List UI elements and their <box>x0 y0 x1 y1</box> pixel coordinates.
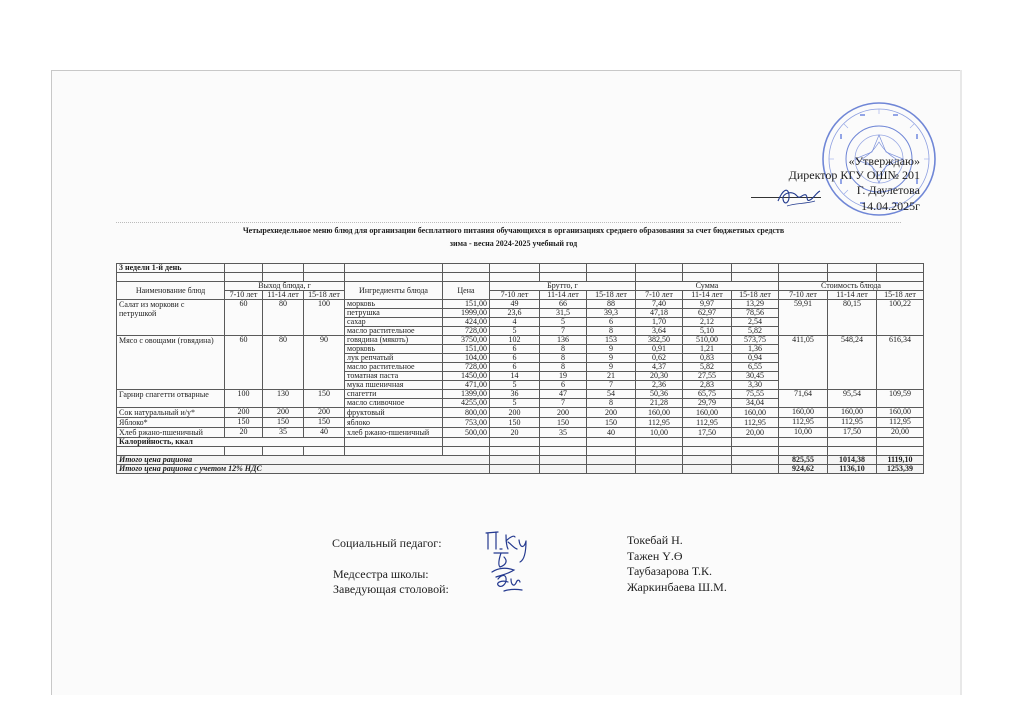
week-day-row <box>117 264 924 273</box>
ingredient-gross: 36 <box>490 390 540 399</box>
ingredient-name: говядина (мякоть) <box>345 336 443 345</box>
ingredient-gross: 6 <box>490 354 540 363</box>
empty-cell <box>779 447 828 456</box>
ingredient-sum: 2,12 <box>683 318 732 327</box>
ingredient-sum: 112,95 <box>636 418 683 428</box>
age-header: 15-18 лет <box>587 291 636 300</box>
ingredient-price: 471,00 <box>443 381 490 390</box>
ingredient-gross: 8 <box>587 399 636 408</box>
dish-name: Мясо с овощами (говядина) <box>117 336 225 390</box>
ingredient-gross: 47 <box>540 390 587 399</box>
age-header: 7-10 лет <box>225 291 263 300</box>
dish-name: Яблоко* <box>117 418 225 428</box>
age-header: 15-18 лет <box>732 291 779 300</box>
ingredient-gross: 66 <box>540 300 587 309</box>
ingredient-sum: 78,56 <box>732 309 779 318</box>
ingredient-gross: 23,6 <box>490 309 540 318</box>
ingredient-price: 424,00 <box>443 318 490 327</box>
ingredient-gross: 5 <box>490 327 540 336</box>
ingredient-name: яблоко <box>345 418 443 428</box>
ingredient-gross: 153 <box>587 336 636 345</box>
ingredient-gross: 150 <box>490 418 540 428</box>
approval-director: Директор КГУ ОШ№ 201 <box>788 168 920 182</box>
ingredient-price: 728,00 <box>443 327 490 336</box>
total-value: 1014,38 <box>828 456 877 465</box>
ingredient-price: 1450,00 <box>443 372 490 381</box>
empty-cell <box>587 465 636 474</box>
empty-cell <box>490 465 540 474</box>
menu-title <box>116 224 911 250</box>
empty-cell <box>636 447 683 456</box>
ingredient-sum: 65,75 <box>683 390 732 399</box>
blank-row <box>117 273 924 282</box>
ingredient-price: 151,00 <box>443 345 490 354</box>
empty-cell <box>490 438 540 447</box>
ingredient-sum: 6,55 <box>732 363 779 372</box>
menu-table <box>116 263 924 474</box>
ingredient-sum: 30,45 <box>732 372 779 381</box>
ingredient-sum: 573,75 <box>732 336 779 345</box>
header-output: Выход блюда, г <box>225 282 345 291</box>
nurse-label: Медсестра школы: <box>333 567 429 581</box>
ingredient-sum: 0,91 <box>636 345 683 354</box>
ingredient-sum: 29,79 <box>683 399 732 408</box>
ingredient-sum: 3,64 <box>636 327 683 336</box>
ingredient-sum: 4,37 <box>636 363 683 372</box>
page-margin <box>51 695 963 715</box>
dish-output: 200 <box>304 408 345 418</box>
total-value: 1136,10 <box>828 465 877 474</box>
approval-date: 14.04.2025г <box>861 199 920 213</box>
ingredient-sum: 1,21 <box>683 345 732 354</box>
ingredient-sum: 382,50 <box>636 336 683 345</box>
ingredient-name: масло растительное <box>345 363 443 372</box>
ingredient-sum: 112,95 <box>683 418 732 428</box>
ingredient-sum: 21,28 <box>636 399 683 408</box>
empty-cell <box>683 456 732 465</box>
staff-signatures-handwriting <box>484 527 546 599</box>
ingredient-name: хлеб ржано-пшеничный <box>345 428 443 438</box>
empty-cell <box>732 465 779 474</box>
ingredient-gross: 21 <box>587 372 636 381</box>
empty-cell <box>117 447 225 456</box>
empty-cell <box>732 438 779 447</box>
ingredient-sum: 5,10 <box>683 327 732 336</box>
social-pedagogue-name-1: Токебай Н. <box>627 533 683 547</box>
age-header: 15-18 лет <box>877 291 924 300</box>
total-row <box>117 456 924 465</box>
age-header: 11-14 лет <box>263 291 304 300</box>
dish-output: 150 <box>304 418 345 428</box>
ingredient-gross: 5 <box>490 399 540 408</box>
empty-cell <box>636 438 683 447</box>
approval-name: Г. Даулетова <box>856 183 920 197</box>
ingredient-gross: 49 <box>490 300 540 309</box>
ingredient-name: масло сливочное <box>345 399 443 408</box>
ingredient-gross: 31,5 <box>540 309 587 318</box>
dish-cost: 160,00 <box>877 408 924 418</box>
ingredient-sum: 5,82 <box>683 363 732 372</box>
ingredient-gross: 8 <box>587 327 636 336</box>
empty-cell <box>587 438 636 447</box>
dish-cost: 10,00 <box>779 428 828 438</box>
ingredient-gross: 5 <box>490 381 540 390</box>
dish-cost: 160,00 <box>779 408 828 418</box>
ingredient-gross: 7 <box>587 381 636 390</box>
dish-output: 200 <box>263 408 304 418</box>
ingredient-sum: 20,30 <box>636 372 683 381</box>
ingredient-gross: 40 <box>587 428 636 438</box>
total-label: Итого цена рациона с учетом 12% НДС <box>117 465 490 474</box>
ingredient-name: томатная паста <box>345 372 443 381</box>
ingredient-gross: 6 <box>587 318 636 327</box>
age-header: 7-10 лет <box>636 291 683 300</box>
empty-cell <box>540 465 587 474</box>
calories-row <box>117 438 924 447</box>
dish-name: Хлеб ржано-пшеничный <box>117 428 225 438</box>
dish-output: 80 <box>263 300 304 336</box>
ingredient-price: 3750,00 <box>443 336 490 345</box>
ingredient-gross: 200 <box>587 408 636 418</box>
dish-output: 100 <box>304 300 345 336</box>
dish-name: Гарнир спагетти отварные <box>117 390 225 408</box>
ingredient-name: спагетти <box>345 390 443 399</box>
ingredient-gross: 19 <box>540 372 587 381</box>
ingredient-name: лук репчатый <box>345 354 443 363</box>
ingredient-sum: 0,62 <box>636 354 683 363</box>
age-header: 15-18 лет <box>304 291 345 300</box>
total-vat-row <box>117 465 924 474</box>
ingredient-sum: 13,29 <box>732 300 779 309</box>
header-cost: Стоимость блюда <box>779 282 924 291</box>
header-ingredients: Ингредиенты блюда <box>345 282 443 300</box>
ingredient-price: 753,00 <box>443 418 490 428</box>
sheet-edge <box>960 70 962 696</box>
ingredient-sum: 112,95 <box>732 418 779 428</box>
empty-cell <box>732 456 779 465</box>
dish-output: 130 <box>263 390 304 408</box>
ingredient-sum: 2,36 <box>636 381 683 390</box>
ingredient-gross: 8 <box>540 363 587 372</box>
empty-cell <box>540 438 587 447</box>
ingredient-name: сахар <box>345 318 443 327</box>
empty-cell <box>345 447 443 456</box>
ingredient-name: морковь <box>345 345 443 354</box>
ingredient-sum: 160,00 <box>636 408 683 418</box>
menu-title-line-2: зима - весна 2024-2025 учебный год <box>449 239 578 248</box>
dish-cost: 100,22 <box>877 300 924 336</box>
dish-output: 35 <box>263 428 304 438</box>
ingredient-sum: 0,94 <box>732 354 779 363</box>
ingredient-price: 728,00 <box>443 363 490 372</box>
ingredient-sum: 160,00 <box>683 408 732 418</box>
ingredient-price: 500,00 <box>443 428 490 438</box>
empty-cell <box>877 438 924 447</box>
ingredient-gross: 14 <box>490 372 540 381</box>
ingredient-gross: 9 <box>587 363 636 372</box>
nurse-name: Таубазарова Т.К. <box>627 564 713 578</box>
ingredient-name: петрушка <box>345 309 443 318</box>
age-header: 11-14 лет <box>828 291 877 300</box>
empty-cell <box>443 438 490 447</box>
ingredient-sum: 1,70 <box>636 318 683 327</box>
ingredient-price: 4255,00 <box>443 399 490 408</box>
empty-cell <box>828 447 877 456</box>
canteen-manager-name: Жаркинбаева Ш.М. <box>627 580 727 594</box>
dish-cost: 411,05 <box>779 336 828 390</box>
ingredient-sum: 0,83 <box>683 354 732 363</box>
empty-cell <box>225 447 263 456</box>
age-header: 11-14 лет <box>683 291 732 300</box>
ingredient-sum: 17,50 <box>683 428 732 438</box>
ingredient-gross: 150 <box>587 418 636 428</box>
ingredient-row <box>117 418 924 428</box>
ingredient-sum: 10,00 <box>636 428 683 438</box>
ingredient-sum: 1,36 <box>732 345 779 354</box>
empty-cell <box>828 438 877 447</box>
dish-cost: 20,00 <box>877 428 924 438</box>
blank-row <box>117 447 924 456</box>
header-dish: Наименование блюд <box>117 282 225 300</box>
ingredient-gross: 6 <box>490 345 540 354</box>
empty-cell <box>587 447 636 456</box>
dish-cost: 59,91 <box>779 300 828 336</box>
week-day-label: 3 недели 1-й день <box>117 264 225 273</box>
empty-cell <box>683 438 732 447</box>
dish-output: 80 <box>263 336 304 390</box>
ingredient-price: 1999,00 <box>443 309 490 318</box>
ingredient-sum: 27,55 <box>683 372 732 381</box>
age-header: 7-10 лет <box>490 291 540 300</box>
empty-cell <box>636 465 683 474</box>
ingredient-sum: 34,04 <box>732 399 779 408</box>
ingredient-gross: 9 <box>587 345 636 354</box>
canteen-manager-label: Заведующая столовой: <box>333 582 449 596</box>
dish-cost: 112,95 <box>877 418 924 428</box>
ingredient-gross: 88 <box>587 300 636 309</box>
ingredient-gross: 6 <box>490 363 540 372</box>
dish-cost: 71,64 <box>779 390 828 408</box>
dish-output: 20 <box>225 428 263 438</box>
total-label: Итого цена рациона <box>117 456 490 465</box>
empty-cell <box>540 447 587 456</box>
ingredient-gross: 200 <box>490 408 540 418</box>
dish-output: 60 <box>225 336 263 390</box>
ingredient-gross: 136 <box>540 336 587 345</box>
dish-output: 90 <box>304 336 345 390</box>
ingredient-gross: 35 <box>540 428 587 438</box>
ingredient-row <box>117 300 924 309</box>
empty-cell <box>263 447 304 456</box>
dish-name: Сок натуральный и/у* <box>117 408 225 418</box>
ingredient-gross: 5 <box>540 318 587 327</box>
dish-output: 150 <box>225 418 263 428</box>
total-value: 1119,10 <box>877 456 924 465</box>
ingredient-name: морковь <box>345 300 443 309</box>
dish-output: 100 <box>225 390 263 408</box>
ingredient-sum: 510,00 <box>683 336 732 345</box>
ingredient-sum: 2,54 <box>732 318 779 327</box>
empty-cell <box>779 438 828 447</box>
ingredient-price: 800,00 <box>443 408 490 418</box>
dish-output: 200 <box>225 408 263 418</box>
ingredient-sum: 3,30 <box>732 381 779 390</box>
ingredient-name: масло растительное <box>345 327 443 336</box>
dish-name: Салат из моркови с петрушкой <box>117 300 225 336</box>
ingredient-gross: 200 <box>540 408 587 418</box>
ingredient-sum: 62,97 <box>683 309 732 318</box>
ingredient-gross: 8 <box>540 354 587 363</box>
ingredient-name: мука пшеничная <box>345 381 443 390</box>
dish-cost: 17,50 <box>828 428 877 438</box>
empty-cell <box>636 456 683 465</box>
director-signature <box>775 181 823 211</box>
dish-cost: 112,95 <box>828 418 877 428</box>
header-row-1 <box>117 282 924 291</box>
total-value: 924,62 <box>779 465 828 474</box>
ingredient-gross: 39,3 <box>587 309 636 318</box>
ingredient-sum: 75,55 <box>732 390 779 399</box>
ingredient-gross: 8 <box>540 345 587 354</box>
ingredient-sum: 7,40 <box>636 300 683 309</box>
ingredient-row <box>117 336 924 345</box>
header-row-2 <box>117 291 924 300</box>
age-header: 7-10 лет <box>779 291 828 300</box>
dish-output: 40 <box>304 428 345 438</box>
page-divider <box>116 222 901 223</box>
age-header: 11-14 лет <box>540 291 587 300</box>
header-price: Цена <box>443 282 490 300</box>
ingredient-gross: 4 <box>490 318 540 327</box>
ingredient-price: 104,00 <box>443 354 490 363</box>
ingredient-gross: 7 <box>540 399 587 408</box>
dish-cost: 95,54 <box>828 390 877 408</box>
ingredient-name: фруктовый <box>345 408 443 418</box>
ingredient-row <box>117 428 924 438</box>
calories-label: Калорийность, ккал <box>117 438 345 447</box>
header-gross: Брутто, г <box>490 282 636 291</box>
ingredient-gross: 9 <box>587 354 636 363</box>
ingredient-gross: 150 <box>540 418 587 428</box>
empty-cell <box>490 456 540 465</box>
ingredient-row <box>117 408 924 418</box>
social-pedagogue-label: Социальный педагог: <box>332 536 442 550</box>
menu-title-line-1: Четырехнедельное меню блюд для организации бесплатного питания обучающихся в организациях среднего образования за счет бюджетных средств <box>242 226 785 235</box>
empty-cell <box>587 456 636 465</box>
ingredient-gross: 7 <box>540 327 587 336</box>
empty-cell <box>490 447 540 456</box>
ingredient-row <box>117 390 924 399</box>
ingredient-sum: 20,00 <box>732 428 779 438</box>
dish-cost: 616,34 <box>877 336 924 390</box>
dish-output: 150 <box>263 418 304 428</box>
social-pedagogue-name-2: Тажен Ү.Ө <box>627 549 683 563</box>
dish-output: 60 <box>225 300 263 336</box>
empty-cell <box>877 447 924 456</box>
dish-cost: 80,15 <box>828 300 877 336</box>
empty-cell <box>683 447 732 456</box>
ingredient-sum: 47,18 <box>636 309 683 318</box>
dish-cost: 160,00 <box>828 408 877 418</box>
header-sum: Сумма <box>636 282 779 291</box>
ingredient-gross: 102 <box>490 336 540 345</box>
empty-cell <box>443 447 490 456</box>
empty-cell <box>732 447 779 456</box>
ingredient-sum: 9,97 <box>683 300 732 309</box>
empty-cell <box>304 447 345 456</box>
dish-cost: 112,95 <box>779 418 828 428</box>
approval-heading: «Утверждаю» <box>848 154 920 168</box>
ingredient-price: 1399,00 <box>443 390 490 399</box>
total-value: 825,55 <box>779 456 828 465</box>
empty-cell <box>540 456 587 465</box>
dish-cost: 109,59 <box>877 390 924 408</box>
dish-cost: 548,24 <box>828 336 877 390</box>
ingredient-gross: 6 <box>540 381 587 390</box>
empty-cell <box>683 465 732 474</box>
ingredient-sum: 160,00 <box>732 408 779 418</box>
ingredient-price: 151,00 <box>443 300 490 309</box>
ingredient-sum: 5,82 <box>732 327 779 336</box>
ingredient-gross: 54 <box>587 390 636 399</box>
total-value: 1253,39 <box>877 465 924 474</box>
ingredient-sum: 50,36 <box>636 390 683 399</box>
ingredient-gross: 20 <box>490 428 540 438</box>
empty-cell <box>345 438 443 447</box>
dish-output: 150 <box>304 390 345 408</box>
ingredient-sum: 2,83 <box>683 381 732 390</box>
